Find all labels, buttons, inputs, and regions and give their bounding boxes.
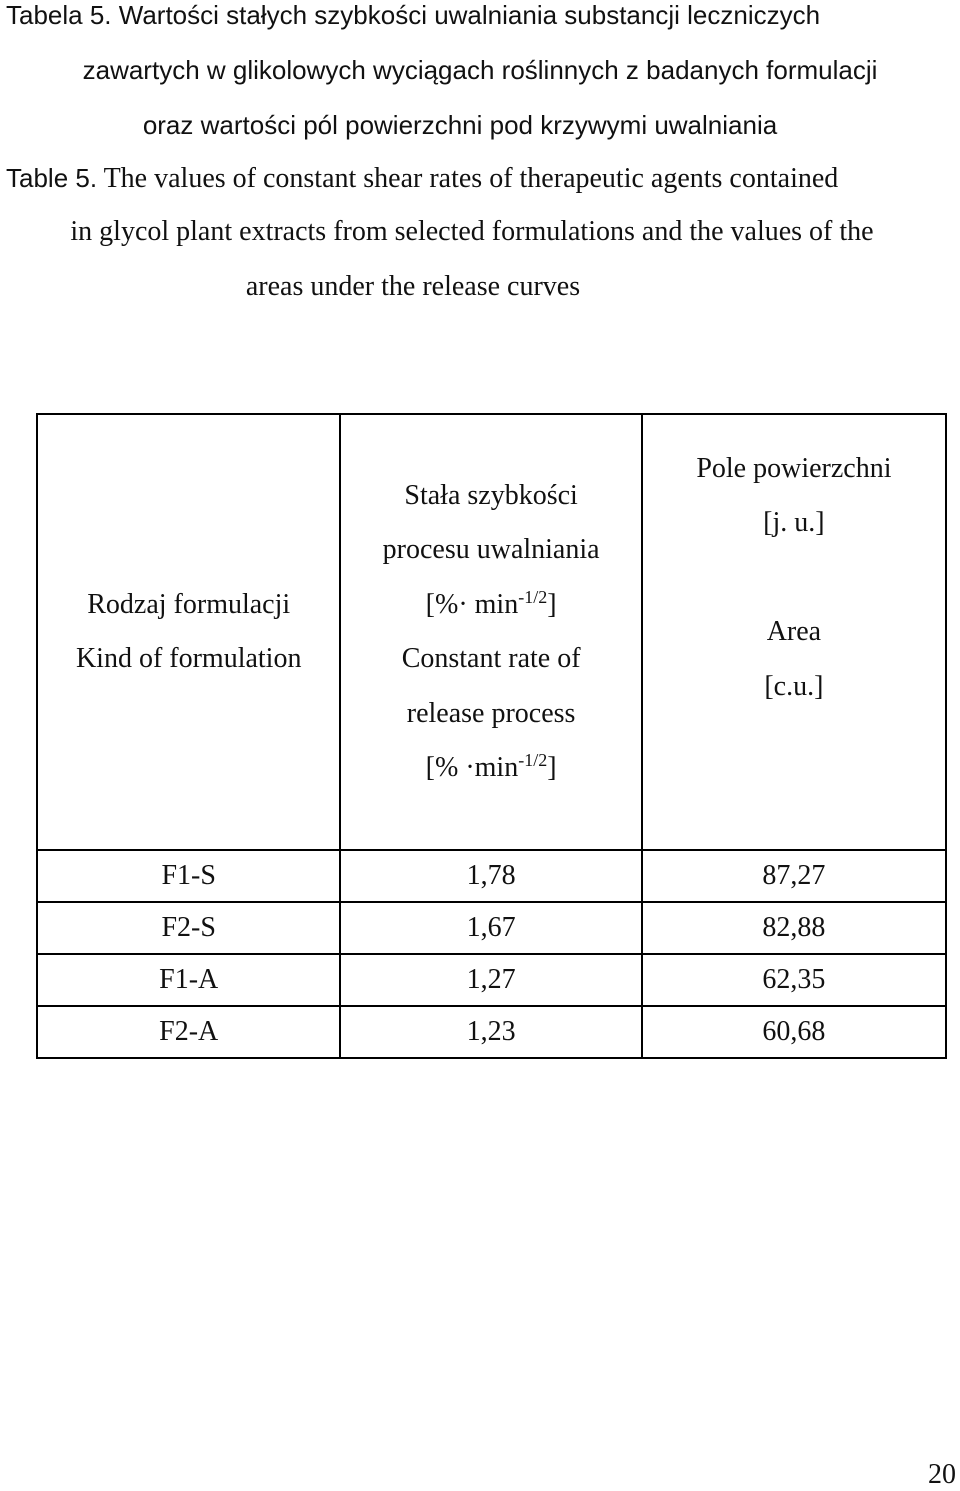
table-row <box>37 1006 946 1058</box>
header-formulation-pl: Rodzaj formulacji <box>87 588 291 620</box>
header-rate-unit-en: [% $\cdot\min^{-1/2}$] <box>425 750 557 783</box>
caption-en-text-1: The values of constant shear rates of therapeutic agents contained <box>103 163 839 194</box>
header-rate-pl-1: Stała szybkości <box>404 479 578 511</box>
cell-formulation: F2-A <box>37 1006 340 1058</box>
caption-pl-line-2: zawartych w glikolowych wyciągach roślinnych z badanych formulacji <box>82 55 878 85</box>
table-header-row <box>37 414 946 850</box>
caption-pl-line-3: oraz wartości pól powierzchni pod krzywymi uwalniania <box>142 110 778 140</box>
cell-rate: 1,78 <box>340 850 641 902</box>
header-rate-unit-pl: [%· $\min^{-1/2}$] <box>425 586 557 620</box>
cell-area: 82,88 <box>642 902 946 954</box>
cell-rate: 1,67 <box>340 902 641 954</box>
header-rate-constant <box>340 414 641 850</box>
table-row <box>37 850 946 902</box>
cell-area: 87,27 <box>642 850 946 902</box>
cell-area: 60,68 <box>642 1006 946 1058</box>
cell-formulation: F1-A <box>37 954 340 1006</box>
header-area-pl: Pole powierzchni <box>696 452 892 484</box>
table-row <box>37 954 946 1006</box>
release-rates-table <box>36 413 947 1059</box>
header-area <box>642 414 946 850</box>
header-rate-en-1: Constant rate of <box>401 643 581 674</box>
caption-pl-line-1: Tabela 5. Wartości stałych szybkości uwalniania substancji leczniczych <box>6 0 821 30</box>
caption-en-line-1 <box>6 162 838 195</box>
cell-formulation: F2-S <box>37 902 340 954</box>
cell-formulation: F1-S <box>37 850 340 902</box>
header-area-en: Area <box>766 616 822 648</box>
header-formulation <box>37 414 340 850</box>
header-area-pl-unit: [j. u.] <box>763 507 825 539</box>
cell-area: 62,35 <box>642 954 946 1006</box>
cell-rate: 1,27 <box>340 954 641 1006</box>
cell-rate: 1,23 <box>340 1006 641 1058</box>
caption-en-line-2: in glycol plant extracts from selected formulations and the values of the <box>70 216 874 247</box>
page-number: 20 <box>928 1459 956 1490</box>
header-area-en-unit: [c.u.] <box>764 670 824 702</box>
caption-en-line-3: areas under the release curves <box>245 271 581 302</box>
header-rate-en-2: release process <box>406 697 576 729</box>
header-rate-pl-2: procesu uwalniania <box>382 534 600 565</box>
table-row <box>37 902 946 954</box>
caption-en-label: Table 5. <box>6 163 98 193</box>
header-formulation-en: Kind of formulation <box>75 643 302 674</box>
